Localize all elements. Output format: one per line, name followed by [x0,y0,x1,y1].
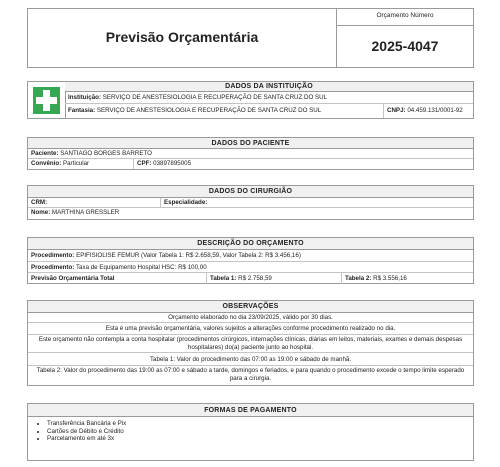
list-item: • Transferência Bancária e Pix [47,420,126,428]
observation-line: Tabela 1: Valor do procedimento das 07:00 as 19:00 e sábado de manhã. [28,353,473,366]
cnpj-label: CNPJ: [387,107,406,114]
procedure-value-1: EPIFISIOLISE FEMUR (Valor Tabela 1: R$ 2.658,59, Valor Tabela 2: R$ 3.456,16) [76,252,301,259]
header-title-box [27,8,337,68]
header-number-box [336,8,474,68]
procedure-label-1: Procedimento: [31,252,75,259]
crm-label: CRM: [31,199,48,206]
observations-section-title: OBSERVAÇÕES [28,301,473,313]
tabela2-cell [341,273,473,284]
cpf-label: CPF: [137,160,152,167]
tabela1-value: R$ 2.758,59 [238,275,272,282]
especialidade-cell [160,198,473,207]
surgeon-name-value: MARTHINA GRESSLER [52,209,120,216]
procedure-row-1 [28,250,473,262]
observation-line: Orçamento elaborado no dia 23/09/2025, válido por 30 dias. [28,313,473,323]
list-item: • Cartões de Débito e Crédito [47,428,126,436]
convenio-label: Convênio: [31,160,62,167]
payment-section [27,403,474,461]
institution-logo [28,82,66,118]
institution-section [27,81,474,119]
fantasia-row [65,104,473,118]
patient-section [27,137,474,170]
list-item: • Parcelamento em até 3x [47,435,126,443]
fantasia-value: SERVIÇO DE ANESTESIOLOGIA E RECUPERAÇÃO DE SANTA CRUZ DO SUL [96,107,322,114]
cpf-cell [133,159,473,169]
budget-number: 2025-4047 [371,38,439,54]
surgeon-section-title: DADOS DO CIRURGIÃO [28,186,473,198]
budget-section [27,237,474,284]
patient-value: SANTIAGO BORGES BARRETO [60,150,152,157]
institution-name-row [65,92,473,104]
tabela2-value: R$ 3.556,16 [373,275,407,282]
surgeon-crm-row [28,198,473,208]
patient-name-row [28,149,473,159]
cnpj-value: 04.459.131/0001-92 [407,107,463,114]
payment-section-title: FORMAS DE PAGAMENTO [28,404,473,417]
convenio-value: Particular [62,160,90,167]
procedure-row-2 [28,262,473,273]
total-row [28,273,473,284]
observation-line: Esta é uma previsão orçamentária, valores sujeitos a alterações conforme procedimento realizado no dia. [28,323,473,335]
tabela2-label: Tabela 2: [345,275,372,282]
tabela1-cell [206,273,341,284]
budget-number-label: Orçamento Número [337,12,473,26]
observation-line: Tabela 2: Valor do procedimento das 19:00 as 07:00 e sábado a tarde, domingos e feriados, e para quando o procedimento excede o tempo limite esperado para a cirurgia. [36,367,465,382]
patient-convenio-row [28,159,473,169]
tabela1-label: Tabela 1: [210,275,237,282]
procedure-label-2: Procedimento: [31,264,75,271]
institution-label: Instituição: [68,94,102,101]
total-label: Previsão Orçamentária Total [31,275,115,282]
fantasia-label: Fantasia: [68,107,96,114]
cpf-value: 03897895005 [153,160,192,167]
medical-cross-icon [33,87,60,114]
institution-value: SERVIÇO DE ANESTESIOLOGIA E RECUPERAÇÃO DE SANTA CRUZ DO SUL [102,94,328,101]
observation-line: Este orçamento não contempla a conta hospitalar (procedimentos cirúrgicos, internações clínicas, diárias em leitos, materiais, exames e demais despesas hospitalares) do(a) paciente junto ao hospital. [28,335,473,353]
institution-section-title: DADOS DA INSTITUIÇÃO [65,82,473,92]
budget-section-title: DESCRIÇÃO DO ORÇAMENTO [28,238,473,250]
payment-methods-list [34,420,126,443]
surgeon-name-row [28,208,473,218]
patient-section-title: DADOS DO PACIENTE [28,138,473,149]
patient-label: Paciente: [31,150,59,157]
page-title: Previsão Orçamentária [105,29,259,45]
procedure-value-2: Taxa de Equipamento Hospital HSC: R$ 100,00 [75,264,207,271]
cnpj-cell [383,104,473,118]
surgeon-section [27,185,474,220]
surgeon-name-label: Nome: [31,209,51,216]
especialidade-label: Especialidade: [164,199,208,206]
observations-section [27,300,474,386]
